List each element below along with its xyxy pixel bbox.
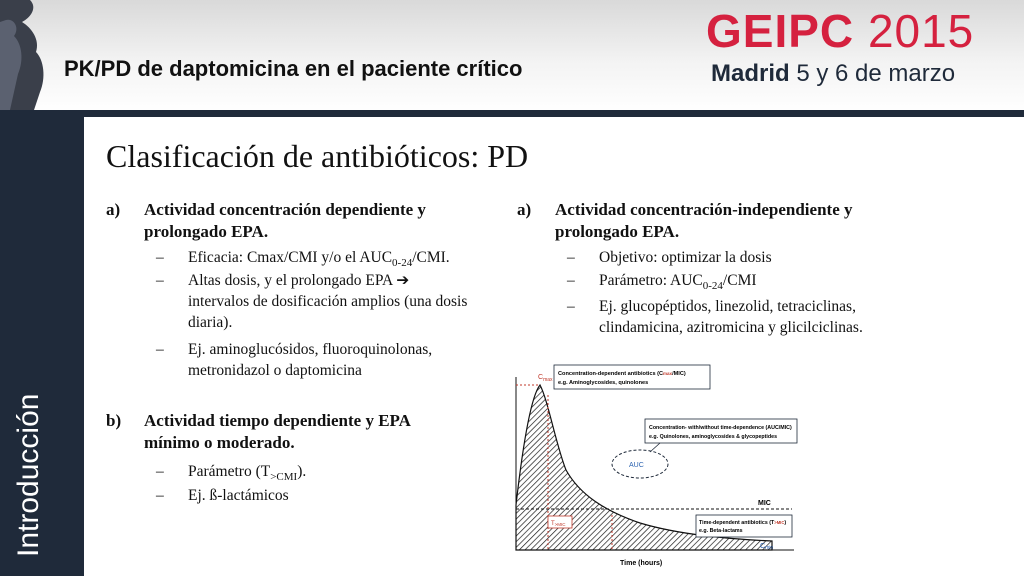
section-sidebar (0, 117, 84, 576)
section-label: Introducción (12, 393, 45, 557)
right-a-bullet-3 (567, 296, 937, 338)
cmax-label: $C_{max}$ (538, 374, 553, 383)
bullet-dash: – (567, 272, 575, 289)
box1-line2: e.g. Aminoglycosides, quinolones (558, 380, 649, 386)
logo-city: Madrid (711, 60, 790, 87)
item-heading-line1: Actividad concentración dependiente y (144, 200, 426, 219)
conference-location (711, 60, 955, 88)
item-heading-line1: Actividad tiempo dependiente y EPA (144, 411, 411, 430)
decorative-figure-icon (0, 0, 50, 110)
x-axis-label: Time (hours) (620, 560, 663, 567)
bullet-dash: – (156, 249, 164, 266)
box1-line1: Concentration-dependent antibiotics (Cmax/MIC) (558, 371, 686, 377)
pkpd-diagram (510, 355, 800, 576)
item-heading-line2: prolongado EPA. (555, 222, 680, 241)
bullet-text: Parámetro $(T_{>CMI})$. (188, 463, 307, 484)
bullet-dash: – (156, 272, 164, 289)
left-item-a (106, 199, 506, 243)
cmin-label: Cmin (760, 543, 774, 551)
item-heading-line2: mínimo o moderado. (144, 433, 295, 452)
mic-label: MIC (758, 500, 771, 507)
bullet-text-line2: metronidazol o daptomicina (188, 362, 362, 379)
box2-line1: Concentration- with/without time-dependence (AUC/MIC) (649, 425, 792, 431)
logo-name: GEIPC (706, 5, 855, 57)
box2-connector (650, 443, 660, 452)
box2-line2: e.g. Quinolones, aminoglycosides & glycopeptides (649, 434, 778, 440)
item-label: a) (106, 200, 121, 219)
logo-year: 2015 (867, 5, 975, 57)
logo-dates: 5 y 6 de marzo (796, 60, 956, 87)
bullet-text: Objetivo: optimizar la dosis (599, 249, 772, 266)
right-item-a (517, 199, 937, 243)
box3-line1: Time-dependent antibiotics (T>MIC) (699, 520, 787, 526)
bullet-dash: – (567, 298, 575, 315)
conference-logo (706, 4, 974, 58)
item-label: b) (106, 411, 122, 430)
presentation-subtitle: PK/PD de daptomicina en el paciente crítico (64, 56, 523, 81)
bullet-dash: – (156, 463, 164, 480)
item-heading-line1: Actividad concentración-independiente y (555, 200, 853, 219)
item-label: a) (517, 200, 532, 219)
bullet-text-line1: Altas dosis, y el prolongado EPA ➔ (188, 272, 410, 289)
left-a-bullet-2 (156, 270, 516, 334)
auc-label: AUC (629, 462, 644, 469)
slide-header (0, 0, 1024, 112)
tmic-label: T>MIC (551, 521, 566, 527)
left-item-b (106, 410, 506, 454)
bullet-text: Eficacia: Cmax/CMI y/o el $AUC_{0-24}$/CMI. (188, 249, 450, 270)
bullet-dash: – (156, 487, 164, 504)
bullet-text-line1: Ej. aminoglucósidos, fluoroquinolonas, (188, 341, 433, 358)
bullet-text-line3: diaria). (188, 314, 233, 331)
header-divider (0, 110, 1024, 117)
item-heading-line2: prolongado EPA. (144, 222, 269, 241)
bullet-text-line2: clindamicina, azitromicina y glicilciclinas. (599, 319, 863, 336)
bullet-text: Parámetro: $AUC_{0-24}$/CMI (599, 272, 757, 293)
box3-line2: e.g. Beta-lactams (699, 528, 743, 534)
bullet-dash: – (567, 249, 575, 266)
bullet-text-line1: Ej. glucopéptidos, linezolid, tetraciclinas, (599, 298, 856, 315)
bullet-dash: – (156, 341, 164, 358)
left-a-bullet-3 (156, 339, 516, 381)
bullet-text: Ej. ß-lactámicos (188, 487, 289, 504)
slide-title: Clasificación de antibióticos: PD (106, 138, 529, 174)
bullet-text-line2: intervalos de dosificación amplios (una dosis (188, 293, 468, 310)
